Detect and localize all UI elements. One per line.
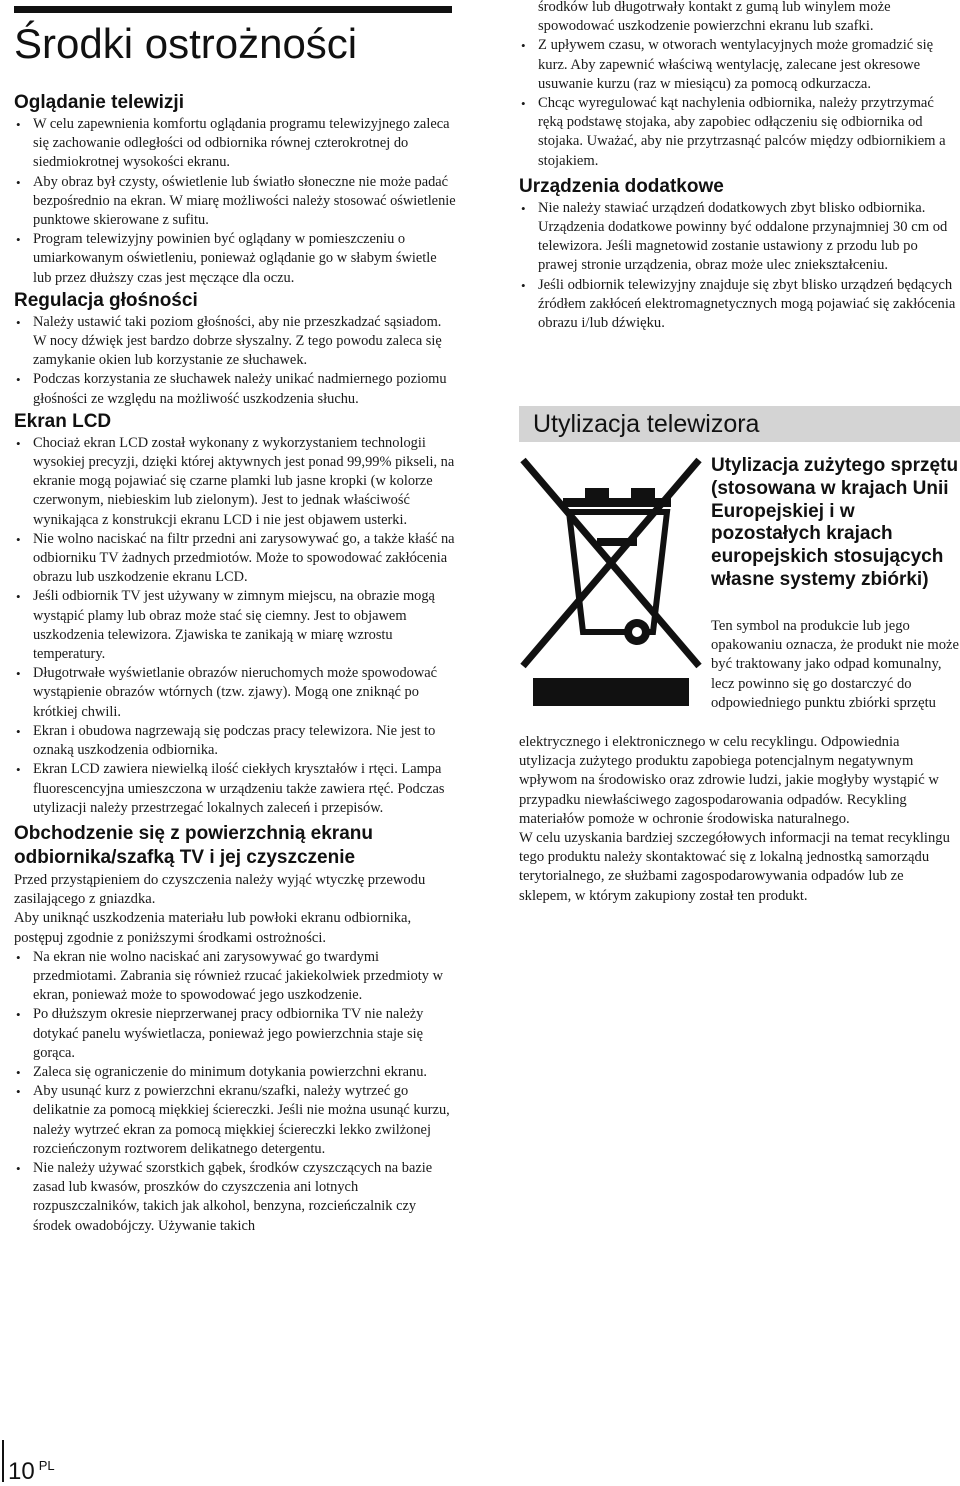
list-item: • Nie należy stawiać urządzeń dodatkowych zbyt blisko odbiornika. Urządzenia dodatkowe powinny być oddalone przynajmniej 30 cm od telewizora. Jeśli magnetowid zostanie ustawiony z przodu lub po prawej stronie urządzenia, obraz może ulec zniekształceniu.: [519, 199, 959, 276]
section-heading-care: Obchodzenie się z powierzchnią ekranu odbiornika/szafką TV i jej czyszczenie: [14, 822, 373, 868]
left-column: [14, 90, 456, 1236]
page-title: Środki ostrożności: [14, 20, 358, 67]
list-item: • Długotrwałe wyświetlanie obrazów nieruchomych może spowodować wystąpienie obrazów wtórnych (tzw. zjawy). Mogą one zniknąć po krótkiej chwili.: [14, 664, 456, 722]
continued-text: środków lub długotrwały kontakt z gumą lub winylem może spowodować uszkodzenie powierzchni ekranu lub szafki.: [538, 0, 891, 35]
section-heading-volume: Regulacja głośności: [14, 289, 198, 311]
list-item: • Aby usunąć kurz z powierzchni ekranu/szafki, należy wytrzeć go delikatnie za pomocą miękkiej ściereczki. Jeśli nie można usunąć kurzu, należy wytrzeć ekran za pomocą miękkiej ściereczki lekko zwilżonej rozcieńczonym roztworem delikatnego detergentu.: [14, 1082, 456, 1159]
list-item: • Na ekran nie wolno naciskać ani zarysowywać go twardymi przedmiotami. Zabrania się również rzucać jakiekolwiek przedmioty w ekran, ponieważ może to spowodować jego uszkodzenie.: [14, 948, 456, 1006]
list-item: • Nie wolno naciskać na filtr przedni ani zarysowywać go, a także kłaść na odbiorniku TV żadnych przedmiotów. Może to spowodować zakłócenia obrazu lub uszkodzenie ekranu LCD.: [14, 530, 456, 588]
crossed-out-wheelie-bin-icon: [519, 456, 703, 708]
care-list-continued: [519, 36, 959, 170]
list-item: • Nie należy używać szorstkich gąbek, środków czyszczących na bazie zasad lub kwasów, proszków do czyszczenia ani lotnych rozpuszczalników, takich jak alkohol, benzyna, rozcieńczalnik czy środek owadobójczy. Używanie takich: [14, 1159, 456, 1236]
list-item: • Program telewizyjny powinien być oglądany w pomieszczeniu o umiarkowanym oświetleniu, ponieważ oglądanie go w słabym świetle lub przez dłuższy czas jest męczące dla oczu.: [14, 230, 456, 288]
care-list: [14, 948, 456, 1236]
lcd-list: [14, 434, 456, 818]
volume-list: [14, 313, 456, 409]
list-item: • Ekran LCD zawiera niewielką ilość ciekłych kryształów i rtęci. Lampa fluorescencyjna umieszczona w urządzeniu także zawiera rtęć. Podczas utylizacji należy przestrzegać lokalnych zaleceń i przepisów.: [14, 760, 456, 818]
disposal-lead-text: Ten symbol na produkcie lub jego opakowaniu oznacza, że produkt nie może być traktowany jako odpad komunalny, lecz powinno się go dostarczyć do odpowiedniego punktu zbiórki sprzętu: [711, 618, 959, 711]
disposal-heading: Utylizacja zużytego sprzętu (stosowana w krajach Unii Europejskiej i w pozostałych krajach europejskich stosujących własne systemy zbiórki): [711, 455, 959, 590]
viewing-list: [14, 115, 456, 288]
paragraph: Aby uniknąć uszkodzenia materiału lub powłoki ekranu odbiornika, postępuj zgodnie z poniższymi środkami ostrożności.: [14, 910, 412, 946]
right-column: [519, 0, 959, 333]
paragraph: Przed przystąpieniem do czyszczenia należy wyjąć wtyczkę przewodu zasilającego z gniazdka.: [14, 871, 426, 908]
page-language-code: PL: [38, 1458, 55, 1473]
list-item: • W celu zapewnienia komfortu oglądania programu telewizyjnego zaleca się zachowanie odległości od odbiornika równej czterokrotnej do siedmiokrotnej wysokości ekranu.: [14, 115, 456, 173]
accessories-list: [519, 199, 959, 333]
list-item: • Z upływem czasu, w otworach wentylacyjnych może gromadzić się kurz. Aby zapewnić właściwą wentylację, zalecane jest okresowe usuwanie kurzu (raz w miesiącu) za pomocą odkurzacza.: [519, 36, 959, 94]
list-item: • Jeśli odbiornik telewizyjny znajduje się zbyt blisko urządzeń będących źródłem zakłóceń elektromagnetycznych mogą pojawiać się zakłócenia obrazu i/lub dźwięku.: [519, 276, 959, 334]
list-item: • Zaleca się ograniczenie do minimum dotykania powierzchni ekranu.: [14, 1063, 456, 1082]
section-heading-accessories: Urządzenia dodatkowe: [519, 175, 724, 197]
list-item: • Chcąc wyregulować kąt nachylenia odbiornika, należy przytrzymać ręką podstawę stojaka, aby zapobiec odłączeniu się odbiornika od stojaka. Uważać, aby nie przytrzasnąć palców między odbiornikiem a stojakiem.: [519, 94, 959, 171]
page-number-value: 10: [8, 1458, 35, 1485]
paragraph: W celu uzyskania bardziej szczegółowych informacji na temat recyklingu tego produktu należy skontaktować się z lokalną jednostką samorządu terytorialnego, ze służbami zagospodarowywania odpadów lub ze sklepem, w którym zakupiony został ten produkt.: [519, 830, 950, 904]
list-item: • Po dłuższym okresie nieprzerwanej pracy odbiornika TV nie należy dotykać panelu wyświetlacza, ponieważ jego powierzchnia staje się gorąca.: [14, 1005, 456, 1063]
side-rule: [2, 1440, 4, 1482]
list-item: • Należy ustawić taki poziom głośności, aby nie przeszkadzać sąsiadom. W nocy dźwięk jest bardzo dobrze słyszalny. Z tego powodu zaleca się zamykanie okien lub korzystanie ze słuchawek.: [14, 313, 456, 371]
section-heading-viewing: Oglądanie telewizji: [14, 92, 184, 113]
list-item: • Podczas korzystania ze słuchawek należy unikać nadmiernego poziomu głośności ze względu na możliwość uszkodzenia słuchu.: [14, 370, 456, 408]
header-rule: [14, 6, 452, 13]
disposal-body: [519, 733, 959, 906]
list-item: • Aby obraz był czysty, oświetlenie lub światło słoneczne nie może padać bezpośrednio na ekran. W miarę możliwości należy stosować oświetlenie punktowe skierowane z sufitu.: [14, 173, 456, 231]
page-number: [8, 1452, 55, 1486]
paragraph: elektrycznego i elektronicznego w celu recyklingu. Odpowiednia utylizacja zużytego produktu zapobiega potencjalnym negatywnym wpływom na środowisko oraz zdrowie ludzi, jakie mogłyby wystąpić w przypadku niewłaściwego zagospodarowania odpadów. Recykling materiałów pomoże w ochronie środowiska naturalnego.: [519, 734, 939, 827]
section-heading-lcd: Ekran LCD: [14, 410, 112, 432]
disposal-band-title: Utylizacja telewizora: [519, 406, 960, 442]
list-item: • Ekran i obudowa nagrzewają się podczas pracy telewizora. Nie jest to oznaką uszkodzenia odbiornika.: [14, 722, 456, 760]
list-item: • Chociaż ekran LCD został wykonany z wykorzystaniem technologii wysokiej precyzji, dzięki której aktywnych jest ponad 99,99% pikseli, na ekranie mogą pojawiać się czarne plamki lub jasne kropki (w kolorze czerwonym, niebieskim lub zielonym). Jest to jednak właściwość wynikająca z konstrukcji ekranu LCD i nie jest objawem usterki.: [14, 434, 456, 530]
list-item: • Jeśli odbiornik TV jest używany w zimnym miejscu, na obrazie mogą wystąpić plamy lub obraz może stać się ciemny. Jest to objawem uszkodzenia telewizora. Zjawiska te zanikają w miarę wzrostu temperatury.: [14, 587, 456, 664]
